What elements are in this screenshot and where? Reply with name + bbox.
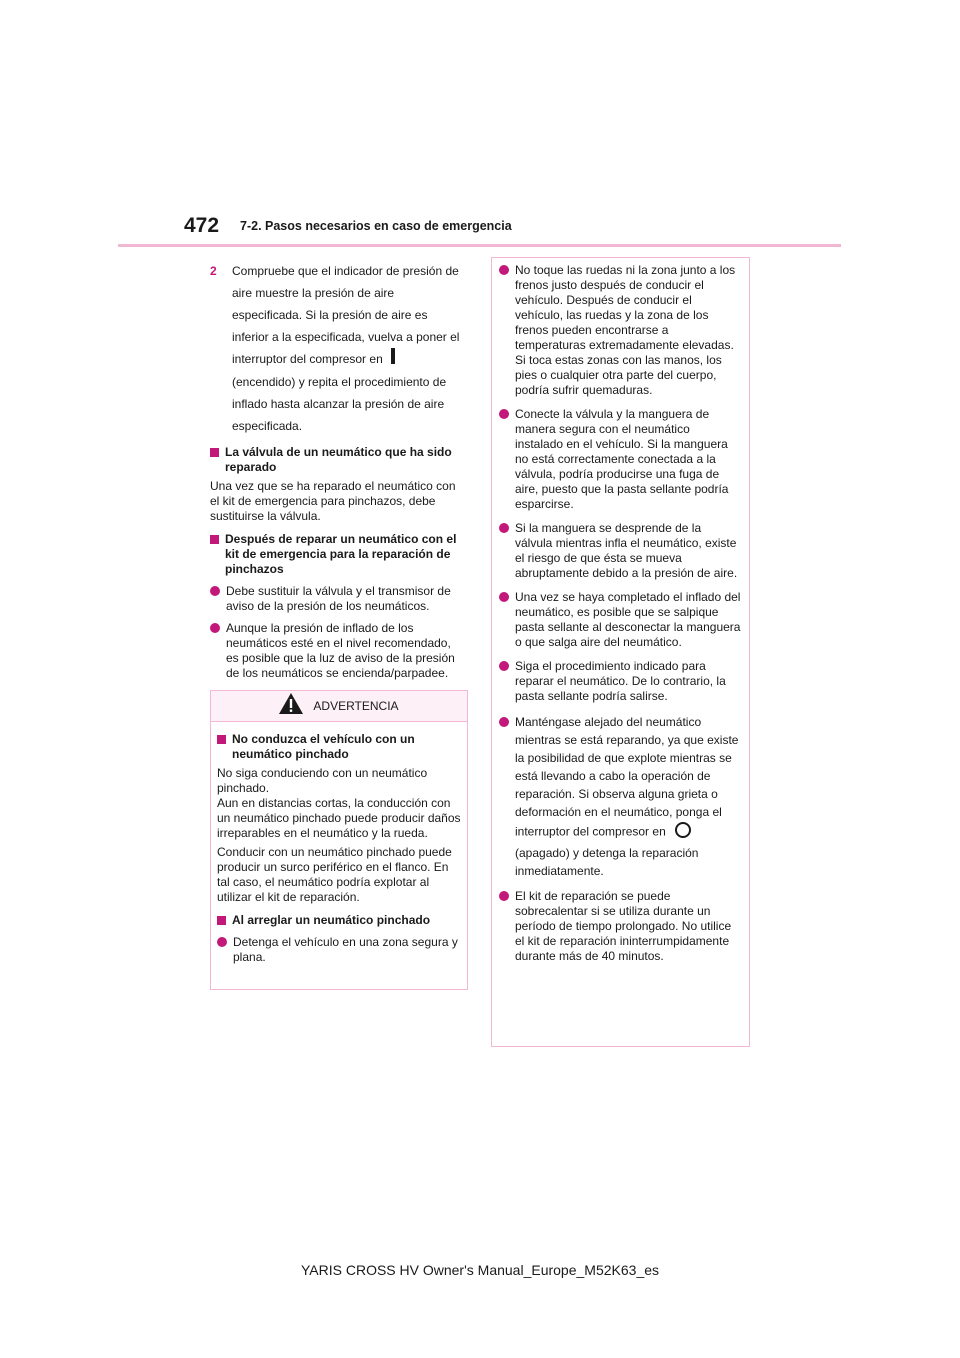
warning-triangle-icon bbox=[279, 693, 303, 719]
list-item-text: No toque las ruedas ni la zona junto a los frenos justo después de conducir el vehículo. Después de conducir el vehículo, las ruedas y la zona de los frenos pueden encontrarse a temperaturas extremadamente elevadas. Si toca estas zonas con las manos, los pies o cualquier otra parte del cuerpo, podría sufrir quemaduras. bbox=[515, 263, 736, 397]
square-bullet-icon bbox=[210, 448, 219, 457]
step-number: 2 bbox=[210, 264, 217, 278]
bullet-dot-icon bbox=[499, 592, 509, 602]
bullet-dot-icon bbox=[499, 891, 509, 901]
warning-paragraph: Conducir con un neumático pinchado puede producir un surco periférico en el flanco. En tal caso, el neumático podría explotar al utilizar el kit de reparación. bbox=[217, 845, 452, 904]
list-item bbox=[210, 584, 466, 614]
list-item-text: El kit de reparación se puede sobrecalentar si se utiliza durante un período de tiempo prolongado. No utilice el kit de reparación ininterrumpidamente durante más de 40 minutos. bbox=[515, 889, 732, 963]
warning-heading-2 bbox=[217, 913, 461, 928]
list-item bbox=[217, 935, 461, 965]
square-bullet-icon bbox=[210, 535, 219, 544]
list-item-text: Debe sustituir la válvula y el transmisor de aviso de la presión de los neumáticos. bbox=[226, 584, 451, 614]
warning-continued-box bbox=[491, 257, 750, 1047]
list-item bbox=[499, 407, 741, 512]
warning-heading-1 bbox=[217, 732, 461, 762]
square-bullet-icon bbox=[217, 735, 226, 744]
step-text-part1: Compruebe que el indicador de presión de aire muestre la presión de aire especificada. Si la presión de aire es inferior a la especificada, vuelva a poner el interruptor del compresor en bbox=[232, 264, 460, 366]
list-item-text bbox=[515, 713, 741, 880]
list-item bbox=[499, 659, 741, 704]
bullet-dot-icon bbox=[210, 623, 220, 633]
warning-body bbox=[211, 722, 467, 965]
list-item-text: Conecte la válvula y la manguera de manera segura con el neumático instalado en el vehículo. Si la manguera no está correctamente conectada a la válvula, podría producirse una fuga de aire, puesto que la pasta sellante podría esparcirse. bbox=[515, 407, 729, 511]
heading-after-repair bbox=[210, 532, 466, 577]
bullet-dot-icon bbox=[499, 523, 509, 533]
list-item-text: Una vez se haya completado el inflado del neumático, es posible que se salpique pasta sellante al desconectar la manguera o que salga aire del neumático. bbox=[515, 590, 741, 649]
bullet-dot-icon bbox=[210, 586, 220, 596]
list-item bbox=[499, 713, 741, 880]
warning-paragraph: No siga conduciendo con un neumático pinchado. bbox=[217, 766, 428, 795]
square-bullet-icon bbox=[217, 916, 226, 925]
warning-heading-1-text: No conduzca el vehículo con un neumático pinchado bbox=[232, 732, 415, 761]
warning-header bbox=[211, 691, 467, 722]
step-text-part2: (encendido) y repita el procedimiento de inflado hasta alcanzar la presión de aire especificada. bbox=[232, 375, 447, 434]
warning-paragraph: Aun en distancias cortas, la conducción con un neumático pinchado puede producir daños irreparables en el neumático y la rueda. bbox=[217, 796, 461, 840]
step-text bbox=[232, 260, 466, 437]
section-title: 7-2. Pasos necesarios en caso de emergencia bbox=[240, 219, 512, 233]
warning-title: ADVERTENCIA bbox=[313, 699, 399, 713]
bullet-dot-icon bbox=[499, 661, 509, 671]
list-item-text: Aunque la presión de inflado de los neumáticos esté en el nivel recomendado, es posible que la luz de aviso de la presión de los neumáticos se encienda/parpadee. bbox=[226, 621, 455, 681]
bullet-dot-icon bbox=[499, 717, 509, 727]
list-item bbox=[499, 889, 741, 964]
warning-box bbox=[210, 690, 468, 990]
left-column bbox=[210, 260, 466, 681]
header-rule bbox=[118, 244, 841, 247]
step-2 bbox=[210, 260, 466, 437]
bullet-dot-icon bbox=[499, 265, 509, 275]
footer: YARIS CROSS HV Owner's Manual_Europe_M52K63_es bbox=[300, 1262, 660, 1278]
paragraph-valve: Una vez que se ha reparado el neumático con el kit de emergencia para pinchazos, debe sustituirse la válvula. bbox=[210, 479, 456, 524]
list-item bbox=[499, 521, 741, 581]
heading-valve bbox=[210, 445, 466, 475]
list-item-text-part2: (apagado) y detenga la reparación inmediatamente. bbox=[515, 846, 699, 878]
warning-heading-2-text: Al arreglar un neumático pinchado bbox=[232, 913, 431, 927]
heading-valve-text: La válvula de un neumático que ha sido reparado bbox=[225, 445, 452, 475]
list-item bbox=[499, 590, 741, 650]
bullet-dot-icon bbox=[499, 409, 509, 419]
list-item bbox=[499, 263, 741, 398]
list-item-text: Si la manguera se desprende de la válvula mientras infla el neumático, existe el riesgo de que ésta se mueva abruptamente debido a la presión de aire. bbox=[515, 521, 738, 580]
heading-after-repair-text: Después de reparar un neumático con el kit de emergencia para la reparación de pinchazos bbox=[225, 532, 457, 577]
page-number: 472 bbox=[184, 214, 220, 237]
list-item-text-part1: Manténgase alejado del neumático mientras se está reparando, ya que existe la posibilidad de que explote mientras se está llevando a cabo la operación de reparación. Si observa alguna grieta o deformación en el neumático, ponga el interruptor del compresor en bbox=[515, 715, 739, 839]
switch-on-icon bbox=[391, 348, 395, 371]
switch-off-icon bbox=[674, 821, 692, 844]
list-item-text: Siga el procedimiento indicado para reparar el neumático. De lo contrario, la pasta sellante podría salirse. bbox=[515, 659, 726, 703]
bullet-dot-icon bbox=[217, 937, 227, 947]
list-item-text: Detenga el vehículo en una zona segura y plana. bbox=[233, 935, 458, 964]
list-item bbox=[210, 621, 466, 681]
